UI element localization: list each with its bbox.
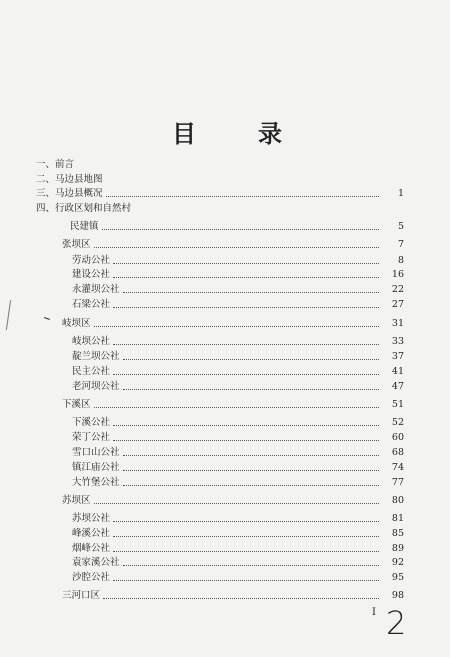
toc-entry-page: 95 — [391, 572, 404, 583]
toc-entry-page: 33 — [391, 336, 404, 347]
toc-entry-page: 16 — [391, 269, 404, 280]
toc-entry-label: 峰溪公社 — [72, 528, 111, 539]
title-char-2: 录 — [258, 120, 284, 148]
toc-entry-label: 二、马边县地图 — [36, 174, 103, 185]
toc-entry-page: 81 — [391, 513, 404, 524]
toc-entry — [62, 494, 404, 508]
toc-entry — [72, 298, 404, 312]
toc-entry-label: 靛兰坝公社 — [72, 351, 120, 362]
toc-entry — [72, 380, 404, 394]
toc-leader-dots — [106, 196, 379, 197]
toc-entry-page: 77 — [391, 477, 404, 488]
toc-entry-label: 永灌坝公社 — [72, 284, 120, 295]
toc-leader-dots — [94, 503, 379, 504]
toc-entry-page: 89 — [391, 543, 404, 554]
toc-entry-label: 沙腔公社 — [72, 572, 111, 583]
toc-entry-label: 四、行政区划和自然村 — [36, 203, 132, 214]
toc-entry-page: 1 — [397, 188, 404, 199]
toc-leader-dots — [113, 263, 379, 264]
toc-entry-label: 下溪公社 — [72, 417, 111, 428]
toc-entry-label: 苏坝公社 — [72, 513, 111, 524]
toc-entry-label: 一、前言 — [36, 159, 75, 170]
toc-entry — [72, 446, 404, 460]
toc-entry — [72, 571, 404, 585]
toc-leader-dots — [123, 565, 379, 566]
toc-leader-dots — [103, 598, 379, 599]
toc-leader-dots — [94, 326, 379, 327]
toc-leader-dots — [94, 407, 379, 408]
toc-entry-label: 石梁公社 — [72, 299, 111, 310]
toc-entry-label: 老河坝公社 — [72, 381, 120, 392]
toc-entry — [70, 220, 404, 234]
toc-leader-dots — [113, 440, 379, 441]
toc-entry-label: 袁家溪公社 — [72, 557, 120, 568]
toc-entry-page: 22 — [391, 284, 404, 295]
toc-entry-page: 7 — [397, 239, 404, 250]
toc-leader-dots — [102, 229, 379, 230]
toc-entry-label: 建设公社 — [72, 269, 111, 280]
toc-leader-dots — [123, 470, 379, 471]
toc-entry-page: 85 — [391, 528, 404, 539]
toc-entry — [36, 187, 404, 201]
toc-entry — [72, 350, 404, 364]
toc-entry-label: 下溪区 — [62, 399, 91, 410]
handwritten-number: 2 — [386, 604, 407, 642]
toc-leader-dots — [123, 389, 379, 390]
toc-entry — [72, 512, 404, 526]
toc-entry-page: 47 — [391, 381, 404, 392]
toc-entry-page: 8 — [397, 255, 404, 266]
toc-leader-dots — [94, 247, 379, 248]
toc-leader-dots — [113, 521, 379, 522]
toc-entry-label: 大竹堡公社 — [72, 477, 120, 488]
toc-entry — [62, 398, 404, 412]
toc-entry-label: 岐坝公社 — [72, 336, 111, 347]
toc-entry — [72, 431, 404, 445]
toc-entry — [72, 461, 404, 475]
toc-entry-page: 80 — [391, 495, 404, 506]
toc-entry-page: 27 — [391, 299, 404, 310]
toc-entry — [72, 254, 404, 268]
toc-entry-label: 岐坝区 — [62, 318, 91, 329]
toc-entry-page: 51 — [391, 399, 404, 410]
toc-entry — [72, 268, 404, 282]
toc-entry — [62, 589, 404, 603]
toc-entry — [36, 173, 404, 187]
toc-entry-page: 60 — [391, 432, 404, 443]
title-char-1: 目 — [172, 120, 198, 148]
toc-leader-dots — [113, 277, 379, 278]
toc-entry-label: 荣丁公社 — [72, 432, 111, 443]
toc-entry-page: 5 — [397, 221, 404, 232]
toc-entry — [36, 202, 404, 216]
toc-entry — [72, 542, 404, 556]
toc-entry-label: 张坝区 — [62, 239, 91, 250]
toc-entry — [72, 365, 404, 379]
toc-entry — [36, 158, 404, 172]
toc-entry-page: 98 — [391, 590, 404, 601]
toc-entry — [72, 527, 404, 541]
toc-entry-page: 37 — [391, 351, 404, 362]
toc-entry-label: 雪口山公社 — [72, 447, 120, 458]
toc-entry — [62, 317, 404, 331]
toc-leader-dots — [123, 359, 379, 360]
toc-leader-dots — [123, 292, 379, 293]
toc-entry-page: 52 — [391, 417, 404, 428]
toc-entry-page: 92 — [391, 557, 404, 568]
toc-entry-page: 41 — [391, 366, 404, 377]
toc-leader-dots — [113, 374, 379, 375]
toc-entry-label: 镇江庙公社 — [72, 462, 120, 473]
toc-leader-dots — [113, 551, 379, 552]
toc-leader-dots — [123, 455, 379, 456]
toc-entry-label: 民建镇 — [70, 221, 99, 232]
toc-entry-page: 74 — [391, 462, 404, 473]
toc-entry-label: 烟峰公社 — [72, 543, 111, 554]
toc-entry — [72, 335, 404, 349]
toc-leader-dots — [123, 485, 379, 486]
toc-entry-label: 劳动公社 — [72, 255, 111, 266]
toc-leader-dots — [113, 536, 379, 537]
toc-entry-label: 民主公社 — [72, 366, 111, 377]
toc-entry — [72, 556, 404, 570]
toc-entry — [62, 238, 404, 252]
toc-entry-page: 31 — [391, 318, 404, 329]
toc-leader-dots — [113, 580, 379, 581]
toc-leader-dots — [113, 307, 379, 308]
toc-entry-label: 三河口区 — [62, 590, 101, 601]
toc-entry-label: 三、马边县概况 — [36, 188, 103, 199]
toc-entry — [72, 476, 404, 490]
toc-entry-page: 68 — [391, 447, 404, 458]
toc-leader-dots — [113, 425, 379, 426]
toc-leader-dots — [113, 344, 379, 345]
toc-entry — [72, 416, 404, 430]
page-number-roman: I — [372, 607, 376, 618]
toc-entry-label: 苏坝区 — [62, 495, 91, 506]
toc-entry — [72, 283, 404, 297]
